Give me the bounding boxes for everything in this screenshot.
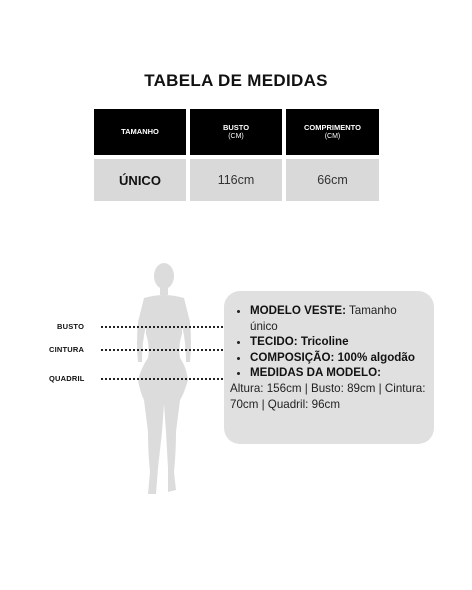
cell-comprimento: 66cm — [286, 159, 379, 201]
body-silhouette-icon — [120, 262, 210, 502]
quadril-dotted-line — [101, 378, 223, 380]
header-unit: (CM) — [324, 133, 341, 141]
header-label: BUSTO — [222, 122, 250, 132]
header-tamanho — [94, 109, 186, 155]
info-list — [230, 303, 426, 381]
header-comprimento — [286, 109, 379, 155]
size-table — [94, 109, 379, 201]
list-item — [250, 303, 426, 334]
model-info-box — [224, 291, 434, 444]
composicao-text: COMPOSIÇÃO: 100% algodão — [250, 350, 415, 364]
list-item — [250, 365, 426, 381]
medidas-label: MEDIDAS DA MODELO: — [250, 366, 381, 380]
medidas-value: Altura: 156cm | Busto: 89cm | Cintura: 70cm | Quadril: 96cm — [230, 381, 426, 411]
header-busto — [190, 109, 282, 155]
cell-busto: 116cm — [190, 159, 282, 201]
table-header-row — [94, 109, 379, 155]
header-label: TAMANHO — [121, 127, 159, 137]
cell-size: ÚNICO — [94, 159, 186, 201]
header-label: COMPRIMENTO — [304, 122, 361, 132]
list-item — [250, 334, 426, 350]
tecido-text: TECIDO: Tricoline — [250, 335, 349, 349]
list-item — [250, 350, 426, 366]
label-cintura: CINTURA — [49, 345, 85, 354]
page-title: TABELA DE MEDIDAS — [144, 71, 328, 90]
label-quadril: QUADRIL — [49, 374, 85, 383]
modelo-veste-label: MODELO VESTE: — [250, 304, 346, 317]
label-busto: BUSTO — [57, 322, 85, 331]
busto-dotted-line — [101, 326, 223, 328]
cintura-dotted-line — [101, 349, 223, 351]
table-row — [94, 159, 379, 201]
header-unit: (CM) — [228, 133, 244, 141]
modelo-veste-value: Tamanho único — [250, 304, 397, 333]
